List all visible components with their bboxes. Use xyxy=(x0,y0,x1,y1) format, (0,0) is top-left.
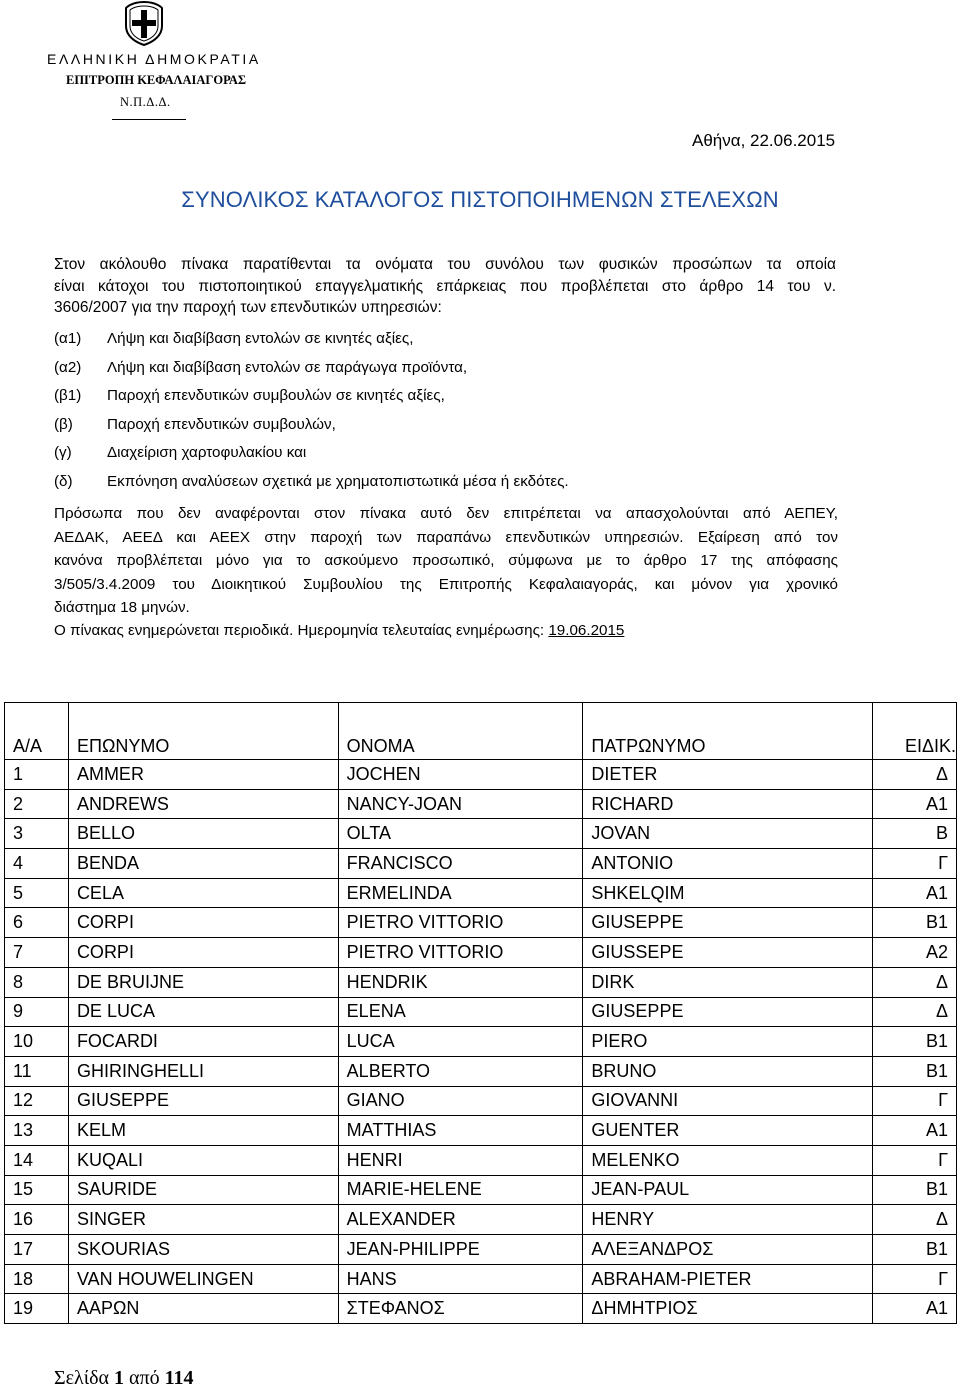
cell-name: PIETRO VITTORIO xyxy=(338,908,583,938)
cell-surname: GHIRINGHELLI xyxy=(68,1056,338,1086)
cell-fathers-name: JOVAN xyxy=(583,819,873,849)
header-divider xyxy=(112,119,186,120)
cell-name: NANCY-JOAN xyxy=(338,789,583,819)
cell-surname: CELA xyxy=(68,878,338,908)
cell-name: HENDRIK xyxy=(338,967,583,997)
service-text: Διαχείριση χαρτοφυλακίου και xyxy=(107,444,307,461)
cell-specialty: Β xyxy=(873,819,957,849)
service-text: Λήψη και διαβίβαση εντολών σε παράγωγα προϊόντα, xyxy=(107,358,468,376)
intro-line: είναι κάτοχοι του πιστοποιητικού επαγγελματικής επάρκειας που προβλέπεται στο άρθρο 14 του ν. xyxy=(54,277,836,295)
notice-line: Πρόσωπα που δεν αναφέρονται στον πίνακα αυτό δεν επιτρέπεται να απασχολούνται από ΑΕΠΕΥ, xyxy=(54,505,838,522)
cell-name: JOCHEN xyxy=(338,760,583,790)
table-row xyxy=(5,789,957,819)
intro-paragraph xyxy=(54,254,836,319)
cell-fathers-name: ANTONIO xyxy=(583,849,873,879)
service-code: (α2) xyxy=(54,358,82,376)
cell-number: 17 xyxy=(5,1235,69,1265)
service-code: (β1) xyxy=(54,387,82,404)
notice-line: διάστημα 18 μηνών. xyxy=(54,599,190,616)
update-note-text: Ο πίνακας ενημερώνεται περιοδικά. Ημερομηνία τελευταίας ενημέρωσης: xyxy=(54,622,549,639)
cell-name: ALBERTO xyxy=(338,1056,583,1086)
intro-line: Στον ακόλουθο πίνακα παρατίθενται τα ονόματα του συνόλου των φυσικών προσώπων τα οποία xyxy=(54,256,836,273)
cell-number: 19 xyxy=(5,1294,69,1324)
page-total: 114 xyxy=(164,1367,194,1389)
service-text: Παροχή επενδυτικών συμβουλών, xyxy=(107,415,336,433)
cell-number: 13 xyxy=(5,1116,69,1146)
column-header-specialty: ΕΙΔΙΚ. xyxy=(873,703,957,760)
cell-specialty: Β1 xyxy=(873,1175,957,1205)
page-of-word: από xyxy=(129,1367,160,1389)
cell-specialty: Δ xyxy=(873,1205,957,1235)
cell-number: 1 xyxy=(5,760,69,790)
table-row xyxy=(5,849,957,879)
table-row xyxy=(5,1235,957,1265)
cell-fathers-name: RICHARD xyxy=(583,789,873,819)
cell-fathers-name: JEAN-PAUL xyxy=(583,1175,873,1205)
table-header-row xyxy=(5,703,957,760)
table-row xyxy=(5,878,957,908)
cell-surname: DE BRUIJNE xyxy=(68,967,338,997)
table-row xyxy=(5,1056,957,1086)
cell-surname: ANDREWS xyxy=(68,789,338,819)
column-header-name: ΟΝΟΜΑ xyxy=(338,703,583,760)
cell-specialty: Α2 xyxy=(873,938,957,968)
cell-surname: CORPI xyxy=(68,938,338,968)
cell-fathers-name: GIUSSEPE xyxy=(583,938,873,968)
page-word: Σελίδα xyxy=(54,1367,110,1389)
table-row xyxy=(5,819,957,849)
cell-surname: SINGER xyxy=(68,1205,338,1235)
cell-name: OLTA xyxy=(338,819,583,849)
cell-surname: GIUSEPPE xyxy=(68,1086,338,1116)
table-body xyxy=(5,760,957,1324)
cell-surname: ΑΑΡΩΝ xyxy=(68,1294,338,1324)
cell-specialty: Γ xyxy=(873,1086,957,1116)
table-row xyxy=(5,1264,957,1294)
cell-surname: BELLO xyxy=(68,819,338,849)
cell-name: ALEXANDER xyxy=(338,1205,583,1235)
cell-specialty: Α1 xyxy=(873,1294,957,1324)
service-text: Λήψη και διαβίβαση εντολών σε κινητές αξίες, xyxy=(107,330,414,347)
cell-name: ΣΤΕΦΑΝΟΣ xyxy=(338,1294,583,1324)
cell-fathers-name: GIUSEPPE xyxy=(583,908,873,938)
service-code: (γ) xyxy=(54,444,72,461)
notice-line: κανόνα προβλέπεται μόνο για το ασκούμενο προσωπικό, σύμφωνα με το άρθρο 17 της απόφασης xyxy=(54,552,838,569)
cell-name: ELENA xyxy=(338,997,583,1027)
cell-specialty: Α1 xyxy=(873,878,957,908)
cell-name: ERMELINDA xyxy=(338,878,583,908)
cell-fathers-name: GIUSEPPE xyxy=(583,997,873,1027)
cell-surname: BENDA xyxy=(68,849,338,879)
cell-fathers-name: BRUNO xyxy=(583,1056,873,1086)
cell-specialty: Γ xyxy=(873,1145,957,1175)
service-code: (α1) xyxy=(54,330,82,347)
service-text: Εκπόνηση αναλύσεων σχετικά με χρηματοπιστωτικά μέσα ή εκδότες. xyxy=(107,472,569,490)
cell-number: 14 xyxy=(5,1145,69,1175)
cell-number: 15 xyxy=(5,1175,69,1205)
service-code: (δ) xyxy=(54,472,73,490)
cell-surname: KELM xyxy=(68,1116,338,1146)
cell-number: 3 xyxy=(5,819,69,849)
org-authority: ΕΠΙΤΡΟΠΗ ΚΕΦΑΛΑΙΑΓΟΡΑΣ xyxy=(66,73,247,87)
cell-surname: VAN HOUWELINGEN xyxy=(68,1264,338,1294)
cell-fathers-name: ΔΗΜΗΤΡΙΟΣ xyxy=(583,1294,873,1324)
cell-specialty: Α1 xyxy=(873,1116,957,1146)
document-title: ΣΥΝΟΛΙΚΟΣ ΚΑΤΑΛΟΓΟΣ ΠΙΣΤΟΠΟΙΗΜΕΝΩΝ ΣΤΕΛΕΧΩΝ xyxy=(181,187,779,212)
cell-specialty: Β1 xyxy=(873,1235,957,1265)
table-row xyxy=(5,1205,957,1235)
notice-paragraph xyxy=(54,502,838,620)
cell-name: MARIE-HELENE xyxy=(338,1175,583,1205)
notice-line: 3/505/3.4.2009 του Διοικητικού Συμβουλίου της Επιτροπής Κεφαλαιαγοράς, και μόνον για χρονικό xyxy=(54,575,838,593)
cell-fathers-name: SHKELQIM xyxy=(583,878,873,908)
cell-surname: SKOURIAS xyxy=(68,1235,338,1265)
cell-surname: DE LUCA xyxy=(68,997,338,1027)
cell-name: HANS xyxy=(338,1264,583,1294)
cell-fathers-name: HENRY xyxy=(583,1205,873,1235)
update-note xyxy=(54,622,624,639)
service-code: (β) xyxy=(54,415,73,433)
cell-fathers-name: GIOVANNI xyxy=(583,1086,873,1116)
table-row xyxy=(5,997,957,1027)
cell-number: 6 xyxy=(5,908,69,938)
intro-line: 3606/2007 για την παροχή των επενδυτικών υπηρεσιών: xyxy=(54,299,442,316)
cell-number: 12 xyxy=(5,1086,69,1116)
last-update-date: 19.06.2015 xyxy=(548,622,625,639)
cell-number: 7 xyxy=(5,938,69,968)
cell-specialty: Δ xyxy=(873,760,957,790)
cell-fathers-name: MELENKO xyxy=(583,1145,873,1175)
table-row xyxy=(5,1116,957,1146)
cell-name: FRANCISCO xyxy=(338,849,583,879)
column-header-fathers-name: ΠΑΤΡΩΝΥΜΟ xyxy=(583,703,873,760)
cell-specialty: Γ xyxy=(873,849,957,879)
table-row xyxy=(5,967,957,997)
certified-staff-table xyxy=(4,702,957,1324)
cell-number: 18 xyxy=(5,1264,69,1294)
greek-coat-of-arms-icon xyxy=(121,0,167,46)
cell-number: 2 xyxy=(5,789,69,819)
cell-name: GIANO xyxy=(338,1086,583,1116)
cell-number: 4 xyxy=(5,849,69,879)
table-row xyxy=(5,1175,957,1205)
table-row xyxy=(5,938,957,968)
table-row xyxy=(5,908,957,938)
cell-specialty: Β1 xyxy=(873,1027,957,1057)
cell-number: 11 xyxy=(5,1056,69,1086)
cell-surname: SAURIDE xyxy=(68,1175,338,1205)
cell-number: 8 xyxy=(5,967,69,997)
org-country: ΕΛΛΗΝΙΚΗ ΔΗΜΟΚΡΑΤΙΑ xyxy=(47,51,261,67)
column-header-surname: ΕΠΩΝΥΜΟ xyxy=(68,703,338,760)
cell-specialty: Β1 xyxy=(873,908,957,938)
cell-name: JEAN-PHILIPPE xyxy=(338,1235,583,1265)
table-row xyxy=(5,1145,957,1175)
cell-specialty: Γ xyxy=(873,1264,957,1294)
cell-fathers-name: PIERO xyxy=(583,1027,873,1057)
cell-specialty: Δ xyxy=(873,967,957,997)
cell-fathers-name: ABRAHAM-PIETER xyxy=(583,1264,873,1294)
service-text: Παροχή επενδυτικών συμβουλών σε κινητές αξίες, xyxy=(107,387,445,404)
cell-number: 16 xyxy=(5,1205,69,1235)
page-current: 1 xyxy=(114,1367,125,1389)
cell-surname: CORPI xyxy=(68,908,338,938)
table-row xyxy=(5,760,957,790)
cell-surname: KUQALI xyxy=(68,1145,338,1175)
cell-surname: AMMER xyxy=(68,760,338,790)
column-header-number: Α/Α xyxy=(5,703,69,760)
cell-name: PIETRO VITTORIO xyxy=(338,938,583,968)
cell-name: HENRI xyxy=(338,1145,583,1175)
cell-specialty: Β1 xyxy=(873,1056,957,1086)
table-row xyxy=(5,1086,957,1116)
cell-number: 5 xyxy=(5,878,69,908)
org-legal-form: Ν.Π.Δ.Δ. xyxy=(120,95,171,109)
cell-name: MATTHIAS xyxy=(338,1116,583,1146)
table-row xyxy=(5,1294,957,1324)
cell-specialty: Δ xyxy=(873,997,957,1027)
cell-fathers-name: GUENTER xyxy=(583,1116,873,1146)
cell-number: 10 xyxy=(5,1027,69,1057)
table-row xyxy=(5,1027,957,1057)
cell-specialty: Α1 xyxy=(873,789,957,819)
cell-fathers-name: DIETER xyxy=(583,760,873,790)
cell-fathers-name: DIRK xyxy=(583,967,873,997)
cell-name: LUCA xyxy=(338,1027,583,1057)
notice-line: ΑΕΔΑΚ, ΑΕΕΔ και ΑΕΕΧ στην παροχή των παραπάνω επενδυτικών υπηρεσιών. Εξαίρεση από τον xyxy=(54,528,838,546)
cell-number: 9 xyxy=(5,997,69,1027)
document-date: Αθήνα, 22.06.2015 xyxy=(692,131,836,150)
cell-surname: FOCARDI xyxy=(68,1027,338,1057)
cell-fathers-name: ΑΛΕΞΑΝΔΡΟΣ xyxy=(583,1235,873,1265)
page-number xyxy=(54,1367,194,1390)
